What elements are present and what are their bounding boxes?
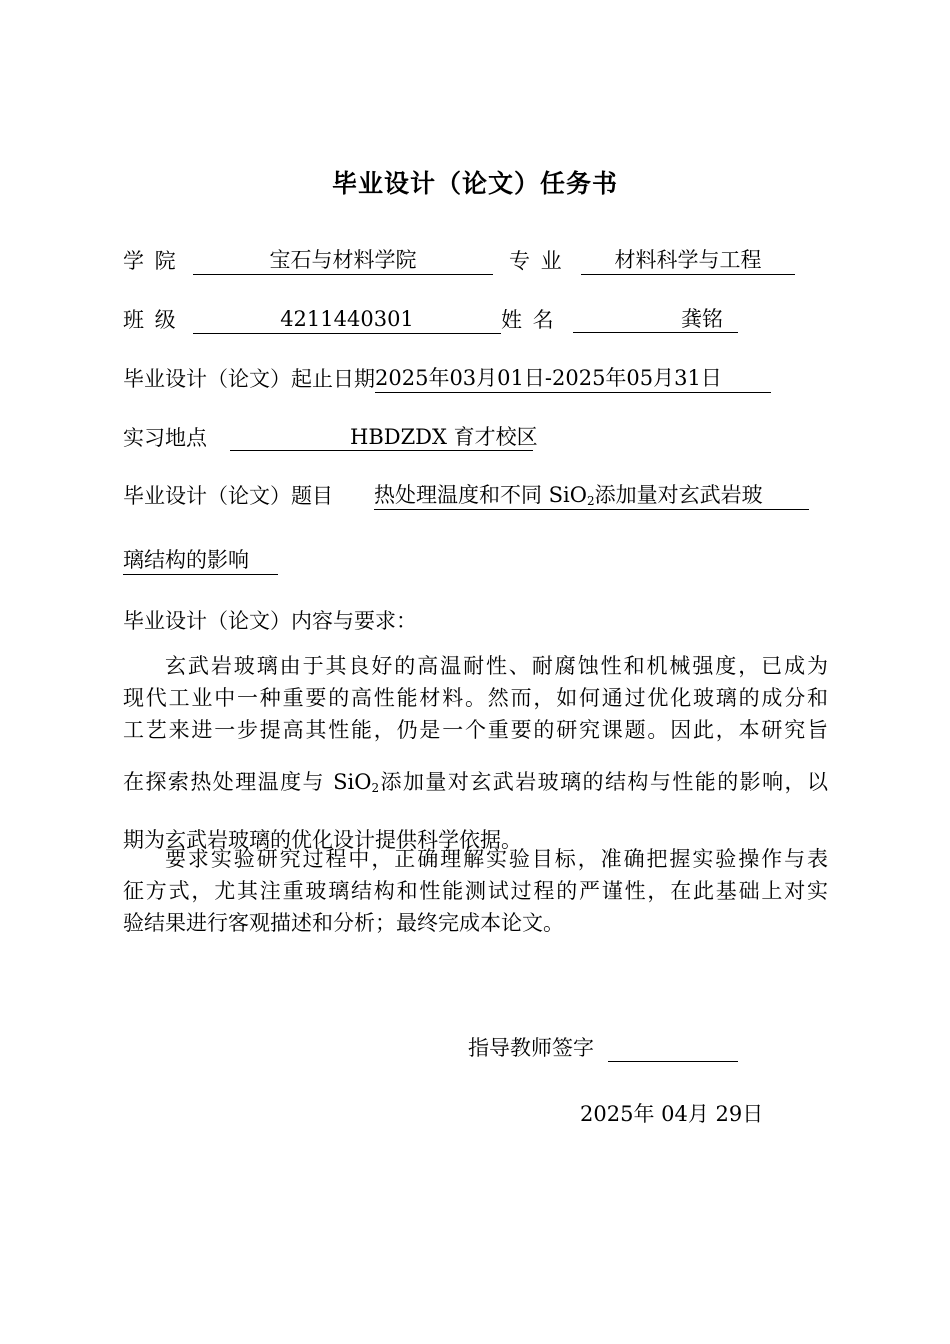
topic-row (123, 481, 809, 511)
period-value: 2025年03月01日-2025年05月31日 (375, 364, 771, 393)
paragraph-intro (123, 650, 828, 856)
college-label: 学 院 (123, 249, 178, 273)
student-name-label: 姓 名 (501, 308, 556, 332)
signature-date: 2025年 04月 29日 (580, 1102, 764, 1126)
signature-label: 指导教师签字 (468, 1036, 594, 1060)
major-value: 材料科学与工程 (581, 246, 795, 275)
topic-subscript: 2 (587, 494, 595, 508)
content-heading: 毕业设计（论文）内容与要求： (123, 609, 417, 633)
major-label: 专 业 (509, 249, 564, 273)
paragraph-requirements (123, 843, 828, 939)
paragraph-line: 验结果进行客观描述和分析；最终完成本论文。 (123, 911, 564, 935)
chem-text-post: 添加量对玄武岩玻璃的结构与性能的影响，以 (379, 770, 828, 794)
location-label: 实习地点 (123, 426, 207, 450)
period-label: 毕业设计（论文）起止日期 (123, 367, 375, 391)
topic-value-line1 (374, 481, 809, 510)
paragraph-line: 要求实验研究过程中，正确理解实验目标，准确把握实验操作与表 (165, 847, 828, 871)
topic-label: 毕业设计（论文）题目 (123, 484, 333, 508)
college-value: 宝石与材料学院 (193, 246, 493, 275)
chem-text-pre: 在探索热处理温度与 SiO (123, 770, 372, 794)
class-value: 4211440301 (193, 305, 501, 334)
advisor-signature (468, 1032, 738, 1062)
signature-line (608, 1041, 738, 1062)
paragraph-line: 工艺来进一步提高其性能，仍是一个重要的研究课题。因此，本研究旨 (123, 718, 828, 742)
chem-subscript: 2 (371, 781, 380, 795)
class-name-row (123, 305, 738, 335)
topic-value-line2: 璃结构的影响 (123, 546, 278, 575)
period-row (123, 364, 771, 394)
location-value: HBDZDX 育才校区 (230, 423, 533, 451)
paragraph-line: 现代工业中一种重要的高性能材料。然而，如何通过优化玻璃的成分和 (123, 686, 828, 710)
college-major-row (123, 246, 795, 276)
topic-text-pre: 热处理温度和不同 SiO (374, 483, 587, 507)
paragraph-line-chem (123, 766, 828, 804)
student-name-value: 龚铭 (573, 305, 738, 333)
paragraph-line: 征方式，尤其注重玻璃结构和性能测试过程的严谨性，在此基础上对实 (123, 879, 828, 903)
page-title: 毕业设计（论文）任务书 (331, 169, 618, 198)
paragraph-line: 玄武岩玻璃由于其良好的高温耐性、耐腐蚀性和机械强度，已成为 (165, 654, 828, 678)
topic-row-2 (123, 546, 278, 576)
paragraph-line: 期为玄武岩玻璃的优化设计提供科学依据。 (123, 828, 522, 852)
topic-text-post: 添加量对玄武岩玻 (594, 483, 763, 507)
class-label: 班 级 (123, 308, 178, 332)
location-row (123, 423, 538, 453)
